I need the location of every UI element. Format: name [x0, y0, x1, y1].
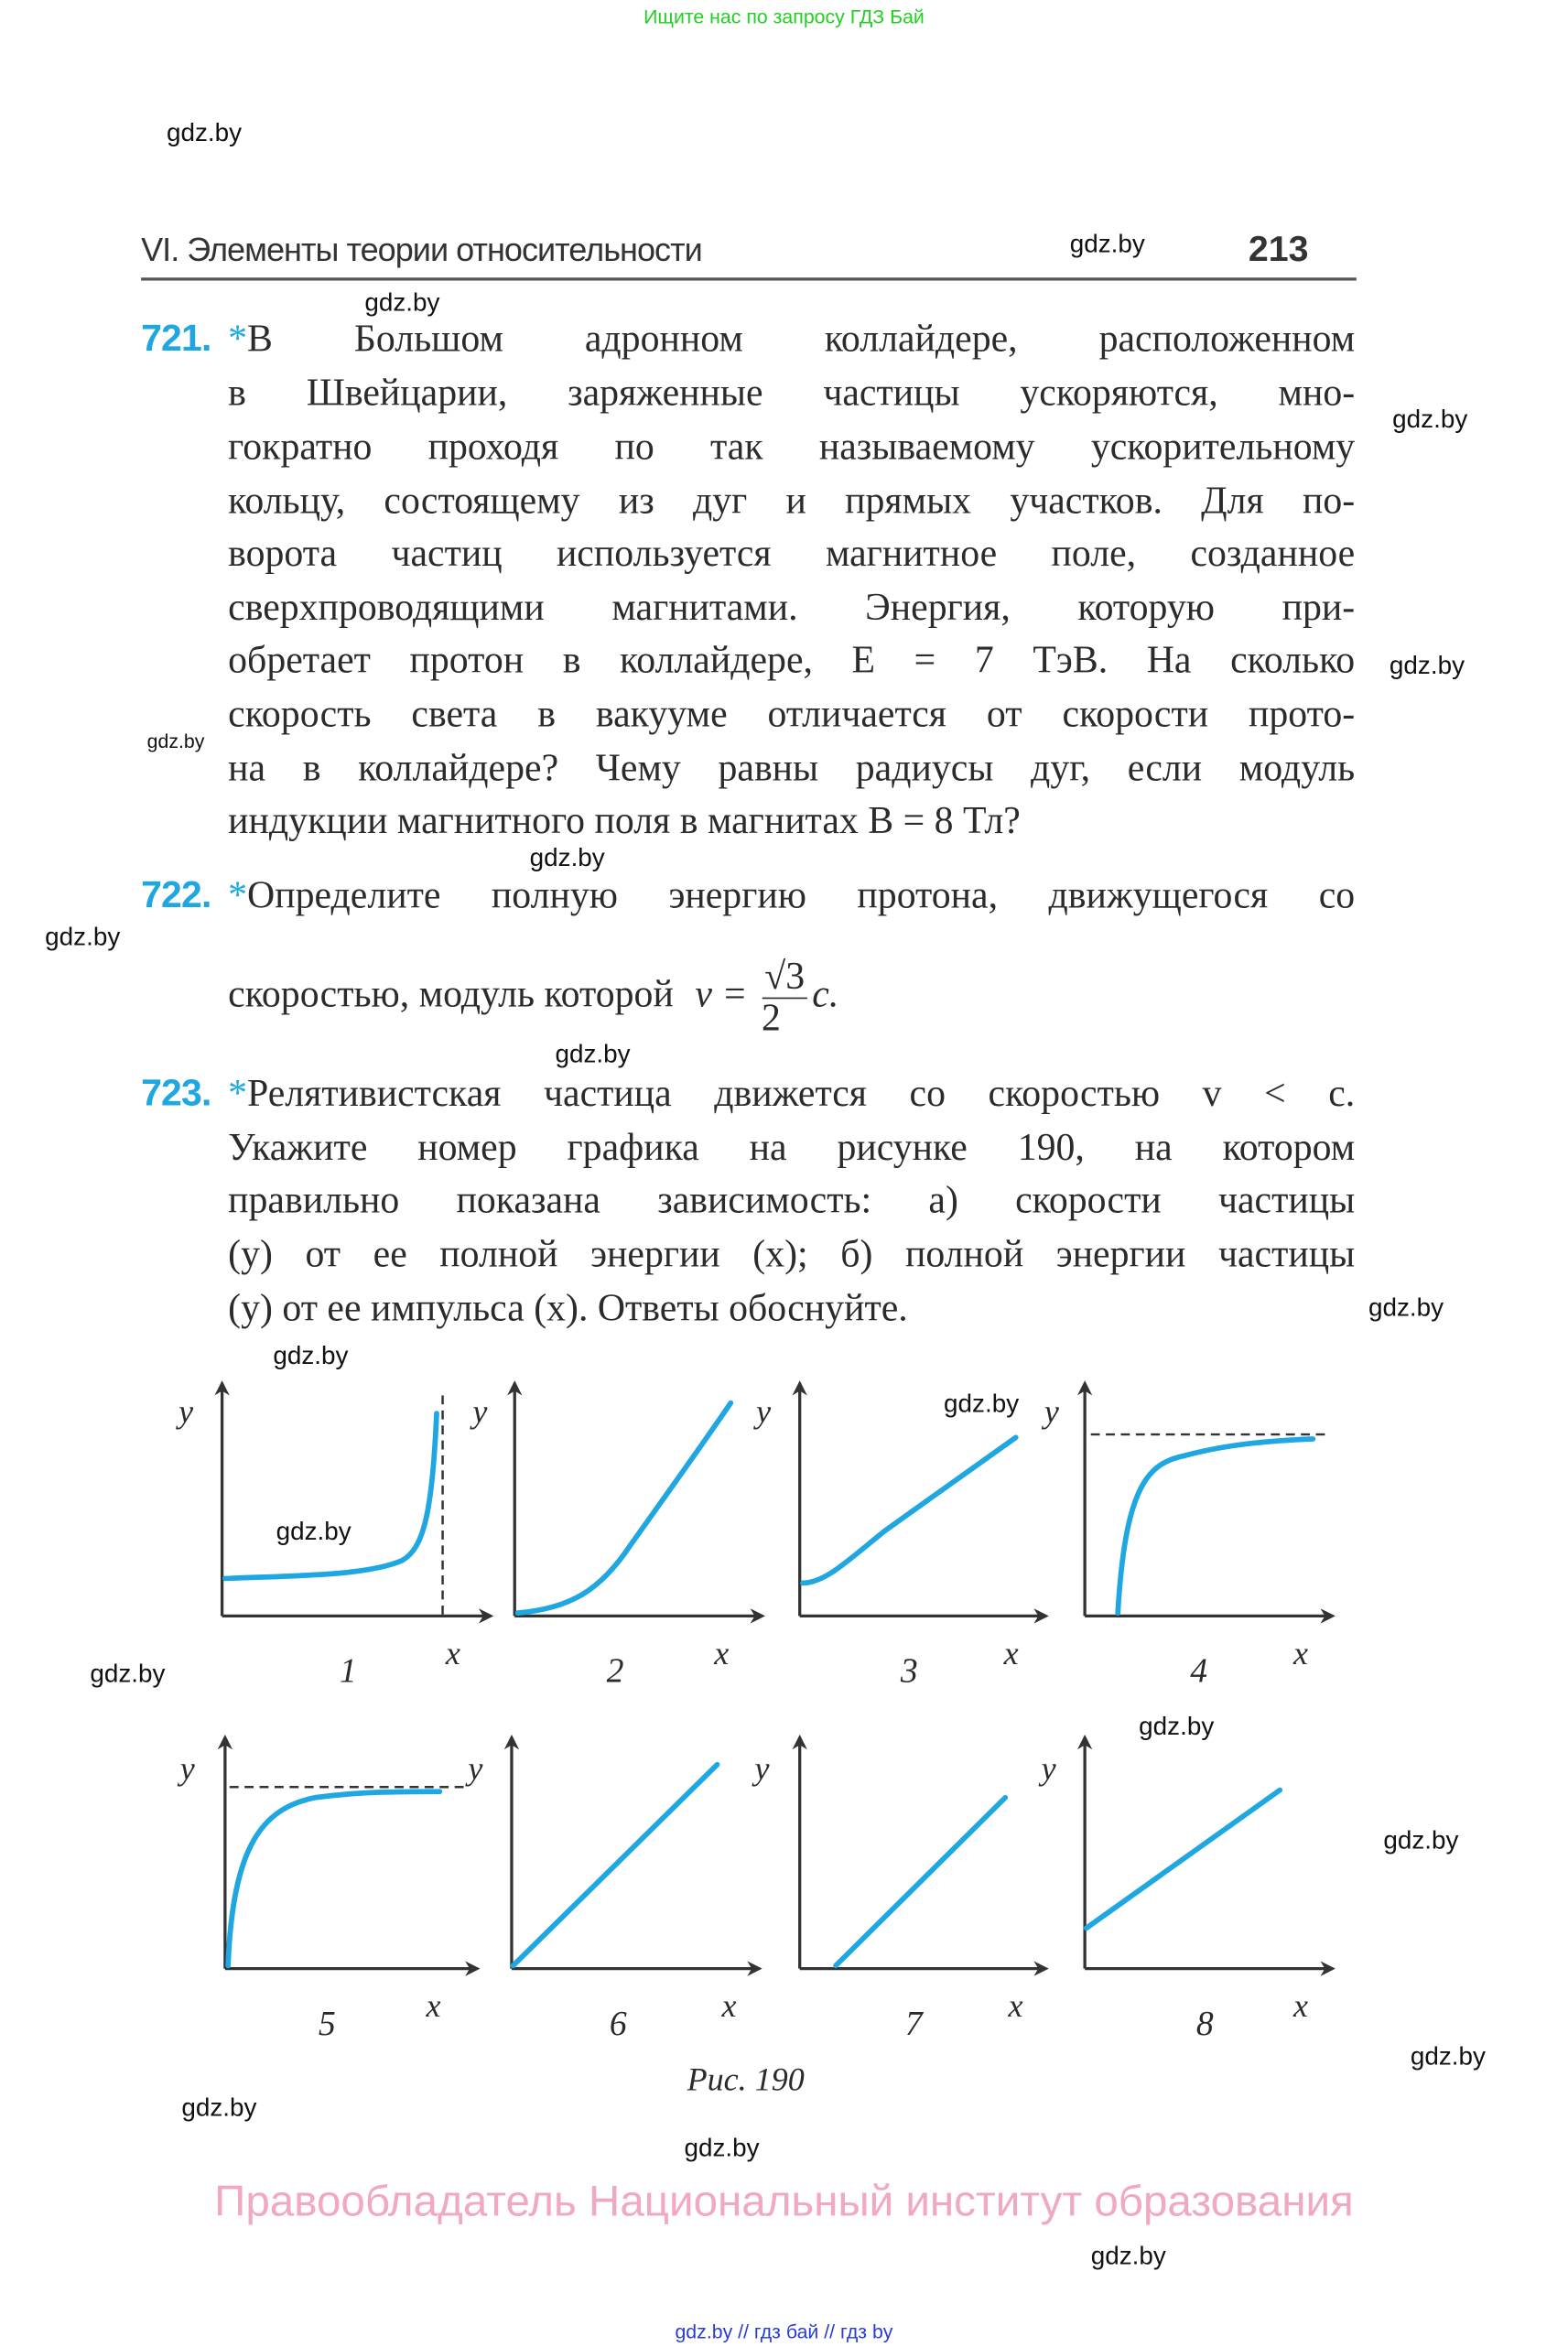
problem-721-line: *В Большом адронном коллайдере, расположенном: [228, 316, 1356, 361]
problem-721-line: обретает протон в коллайдере, E = 7 ТэВ. На сколько: [228, 637, 1356, 682]
problem-721-line: сверхпроводящими магнитами. Энергия, которую при-: [228, 585, 1356, 629]
watermark: gdz.by: [1368, 1292, 1444, 1323]
page-number: 213: [1248, 229, 1309, 271]
watermark: gdz.by: [1410, 2041, 1486, 2071]
problem-723-line: (y) от ее импульса (x). Ответы обоснуйте.: [228, 1285, 908, 1330]
chapter-title: VI. Элементы теории относительности: [141, 231, 702, 269]
x-label-6: x: [721, 1987, 737, 2025]
x-label-3: x: [1003, 1634, 1019, 1671]
watermark: gdz.by: [1139, 1712, 1215, 1741]
watermark: gdz.by: [146, 730, 205, 753]
search-banner[interactable]: Ищите нас по запросу ГДЗ Бай: [643, 5, 925, 28]
graph-number-6: 6: [609, 2004, 627, 2043]
problem-number-723: 723.: [141, 1072, 211, 1115]
problem-723-line: правильно показана зависимость: а) скорости частицы: [228, 1177, 1356, 1222]
watermark: gdz.by: [364, 287, 440, 317]
x-label-8: x: [1292, 1987, 1308, 2025]
fraction: $\frac{√3}{2}$: [762, 957, 807, 1038]
formula-lhs: v =: [695, 971, 748, 1016]
watermark: gdz.by: [45, 923, 121, 952]
problem-721-line: скорость света в вакууме отличается от скорости прото-: [228, 691, 1356, 736]
problem-number-722: 722.: [141, 873, 211, 916]
watermark: gdz.by: [276, 1517, 351, 1546]
watermark: gdz.by: [529, 843, 605, 872]
x-label-1: x: [445, 1634, 460, 1671]
watermark: gdz.by: [1090, 2241, 1166, 2271]
problem-722-line: *Определите полную энергию протона, движущегося со: [228, 873, 1356, 917]
problem-721-line: гократно проходя по так называемому ускорительному: [228, 424, 1356, 469]
graph-numbers: [319, 1652, 1214, 2043]
watermark: gdz.by: [1392, 405, 1468, 434]
watermark: gdz.by: [273, 1341, 349, 1370]
graph-number-7: 7: [904, 2004, 923, 2043]
watermark: gdz.by: [944, 1389, 1020, 1419]
y-label-3: y: [756, 1392, 772, 1430]
star-marker: *: [228, 1071, 248, 1115]
star-marker: *: [228, 316, 248, 361]
problem-723-line: (y) от ее полной энергии (x); б) полной энергии частицы: [228, 1231, 1356, 1276]
problem-721-line: на в коллайдере? Чему равны радиусы дуг, если модуль: [228, 745, 1356, 790]
curve-4: [1118, 1439, 1313, 1613]
graph-number-1: 1: [339, 1651, 357, 1691]
x-label-7: x: [1008, 1987, 1023, 2025]
graph-number-2: 2: [606, 1651, 624, 1691]
curves: [225, 1403, 1313, 1966]
watermark: gdz.by: [90, 1659, 166, 1689]
y-label-1: y: [178, 1392, 194, 1430]
watermark: gdz.by: [181, 2093, 257, 2122]
graph-number-3: 3: [900, 1651, 918, 1691]
y-label-5: y: [179, 1750, 195, 1788]
watermark: gdz.by: [1069, 229, 1145, 258]
y-label-2: y: [472, 1392, 488, 1430]
footer-links[interactable]: gdz.by // гдз бай // гдз by: [675, 2320, 893, 2343]
problem-721-line: индукции магнитного поля в магнитах B = 8 Тл?: [228, 798, 1021, 842]
star-marker: *: [228, 873, 248, 917]
watermark: gdz.by: [684, 2133, 760, 2163]
problem-722-line: скоростью, модуль которой v = $\frac{√3}{2}$ c.: [228, 954, 839, 1040]
line-7: [836, 1798, 1005, 1966]
x-label-4: x: [1292, 1634, 1308, 1671]
problem-723-line: *Релятивистская частица движется со скоростью v < c.: [228, 1071, 1356, 1115]
watermark: gdz.by: [1383, 1825, 1459, 1855]
x-label-5: x: [426, 1987, 441, 2025]
y-label-8: y: [1041, 1750, 1056, 1788]
axis-labels: [175, 1393, 1308, 2024]
copyright-notice: Правообладатель Национальный институт образования: [214, 2178, 1354, 2226]
graph-number-4: 4: [1190, 1651, 1208, 1691]
problem-721-line: в Швейцарии, заряженные частицы ускоряются, мно-: [228, 370, 1356, 415]
graph-number-5: 5: [318, 2004, 336, 2043]
graph-number-8: 8: [1195, 2004, 1214, 2043]
watermark: gdz.by: [1389, 651, 1465, 680]
watermark: gdz.by: [166, 118, 243, 147]
line-6: [514, 1765, 718, 1966]
axes: [222, 1383, 1333, 1968]
problem-721-line: кольцу, состоящему из дуг и прямых участков. Для по-: [228, 478, 1356, 523]
watermark: gdz.by: [555, 1039, 631, 1069]
problem-721-line: ворота частиц используется магнитное поле, созданное: [228, 531, 1356, 575]
problem-723-line: Укажите номер графика на рисунке 190, на котором: [228, 1125, 1356, 1169]
curve-3: [803, 1437, 1016, 1583]
curve-1: [225, 1413, 437, 1578]
formula-tail: c.: [812, 971, 839, 1016]
problem-number-721: 721.: [141, 317, 211, 360]
y-label-6: y: [468, 1750, 483, 1788]
y-label-7: y: [754, 1750, 770, 1788]
curve-5: [228, 1791, 439, 1965]
y-label-4: y: [1044, 1392, 1059, 1430]
figure-caption: Рис. 190: [687, 2060, 805, 2098]
x-label-2: x: [714, 1634, 730, 1671]
curve-2: [518, 1403, 731, 1613]
line-8: [1087, 1790, 1280, 1929]
